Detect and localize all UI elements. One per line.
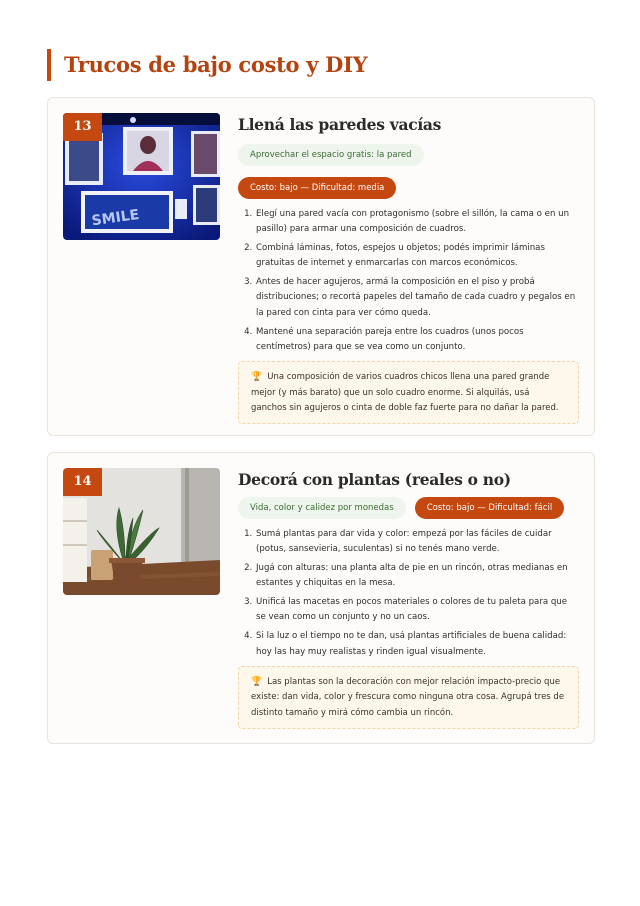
section-title: Trucos de bajo costo y DIY [47,49,367,81]
tip-box [238,666,579,729]
category-tag: Vida, color y calidez por monedas [238,497,406,519]
plants-photo [63,468,220,595]
step-item: 4. Mantené una separación pareja entre los cuadros (unos pocos centímetros) para que se vea como un conjunto. [255,325,579,356]
tip-text: Una composición de varios cuadros chicos llena una pared grande mejor (y más barato) que un solo cuadro enorme. Si alquilás, usá ganchos sin agujeros o cinta de doble faz fuerte para no dañar la pared. [251,372,559,413]
card-title: Llená las paredes vacías [238,115,442,134]
step-item: 2. Combiná láminas, fotos, espejos u objetos; podés imprimir láminas gratuitas de internet y enmarcarlas con marcos económicos. [255,241,579,272]
card-number-badge: 13 [63,113,102,141]
step-item: 1. Elegí una pared vacía con protagonismo (sobre el sillón, la cama o en un pasillo) para armar una composición de cuadros. [255,207,579,238]
card-title: Decorá con plantas (reales o no) [238,470,511,489]
step-item: 4. Si la luz o el tiempo no te dan, usá plantas artificiales de buena calidad: hoy las hay muy realistas y rinden igual visualmente. [255,629,579,660]
tip-card-13 [47,97,595,436]
cost-difficulty-tag: Costo: bajo — Dificultad: media [238,177,396,199]
category-tag: Aprovechar el espacio gratis: la pared [238,144,424,166]
step-item: 1. Sumá plantas para dar vida y color: empezá por las fáciles de cuidar (potus, sansevieria, suculentas) si no tenés mano verde. [255,527,579,558]
step-item: 3. Antes de hacer agujeros, armá la composición en el piso y probá distribuciones; o recortá papeles del tamaño de cada cuadro y pegalos en la pared con cinta para ver cómo queda. [255,275,579,321]
steps-list [238,207,579,355]
gallery-wall-photo [63,113,220,240]
smile-text: SMILE [90,206,141,230]
trophy-icon: 🏆 [251,676,263,687]
trophy-icon: 🏆 [251,372,263,383]
step-item: 3. Unificá las macetas en pocos materiales o colores de tu paleta para que se vean como un conjunto y no un caos. [255,595,579,626]
steps-list [238,527,579,660]
card-number-badge: 14 [63,468,102,496]
tip-card-14 [47,452,595,744]
tip-box [238,361,579,424]
cost-difficulty-tag: Costo: bajo — Dificultad: fácil [415,497,565,519]
tip-text: Las plantas son la decoración con mejor relación impacto-precio que existe: dan vida, color y frescura como ninguna otra cosa. Agrupá tres de distinto tamaño y mirá cómo cambia un rincón. [251,676,565,718]
step-item: 2. Jugá con alturas: una planta alta de pie en un rincón, otras medianas en estantes y chiquitas en la mesa. [255,561,579,592]
